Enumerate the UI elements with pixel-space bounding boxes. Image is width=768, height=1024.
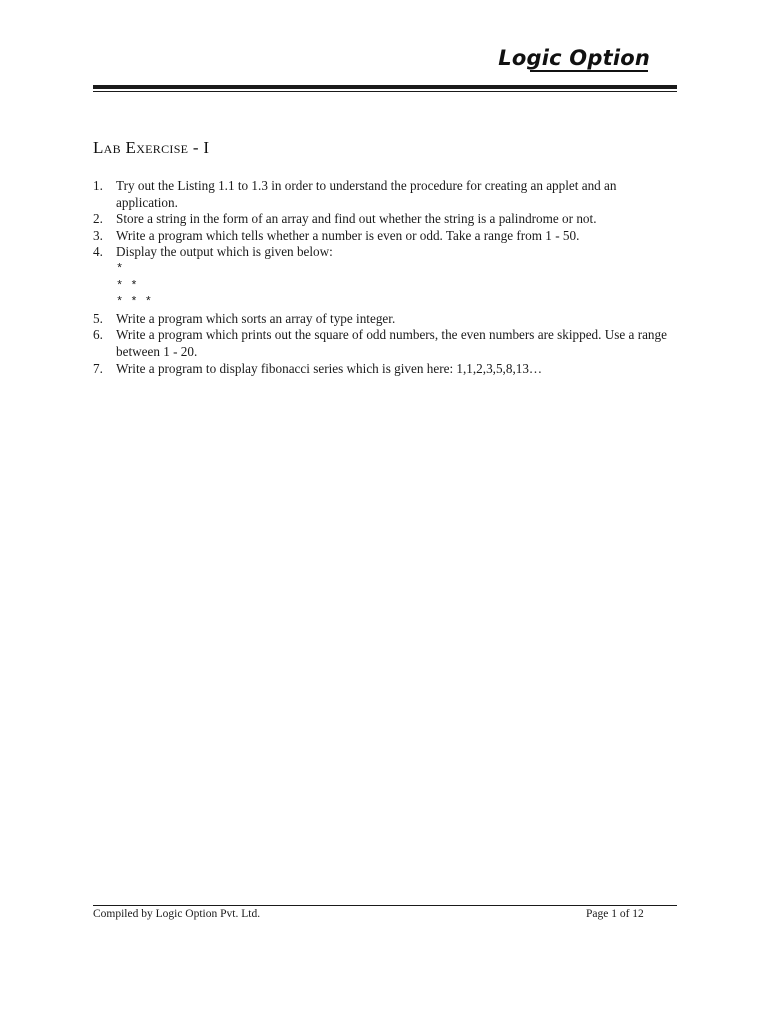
exercise-list — [93, 178, 673, 377]
exercise-item-2 — [93, 211, 673, 228]
brand-underline — [530, 70, 648, 72]
exercise-number: 1. — [93, 178, 103, 193]
exercise-item-1 — [93, 178, 673, 211]
exercise-text: Write a program which sorts an array of type integer. — [116, 310, 396, 326]
footer-rule — [93, 905, 677, 906]
exercise-item-4 — [93, 244, 673, 310]
page-heading: Lab Exercise - I — [93, 138, 210, 157]
exercise-number: 5. — [93, 310, 103, 326]
exercise-text: Write a program which prints out the square of odd numbers, the even numbers are skipped. Use a range between 1 - 20. — [116, 327, 667, 359]
exercise-item-6 — [93, 327, 673, 360]
exercise-text: Write a program which tells whether a number is even or odd. Take a range from 1 - 50. — [116, 227, 580, 243]
exercise-number: 3. — [93, 227, 103, 243]
exercise-number: 7. — [93, 360, 103, 376]
exercise-text: Try out the Listing 1.1 to 1.3 in order to understand the procedure for creating an applet and an application. — [116, 178, 617, 210]
header-rule-thin — [93, 91, 677, 92]
page-number: Page 1 of 12 — [586, 908, 644, 920]
header-rule-thick — [93, 85, 677, 89]
exercise-item-7 — [93, 361, 673, 378]
exercise-text: Store a string in the form of an array and find out whether the string is a palindrome or not. — [116, 211, 597, 227]
star-pattern-line-2: * * — [116, 278, 138, 293]
star-pattern-line-1: * — [116, 261, 124, 276]
exercise-item-3 — [93, 228, 673, 245]
footer-credit: Compiled by Logic Option Pvt. Ltd. — [93, 908, 261, 920]
exercise-text: Write a program to display fibonacci series which is given here: 1,1,2,3,5,8,13… — [116, 360, 543, 376]
brand-logo-text: Logic Option — [498, 46, 650, 70]
exercise-number: 2. — [93, 211, 103, 227]
exercise-number: 6. — [93, 327, 103, 343]
star-pattern-line-3: * * * — [116, 295, 153, 310]
exercise-number: 4. — [93, 244, 103, 260]
exercise-item-5 — [93, 311, 673, 328]
exercise-text: Display the output which is given below: — [116, 244, 333, 260]
exercise-body — [116, 244, 673, 310]
